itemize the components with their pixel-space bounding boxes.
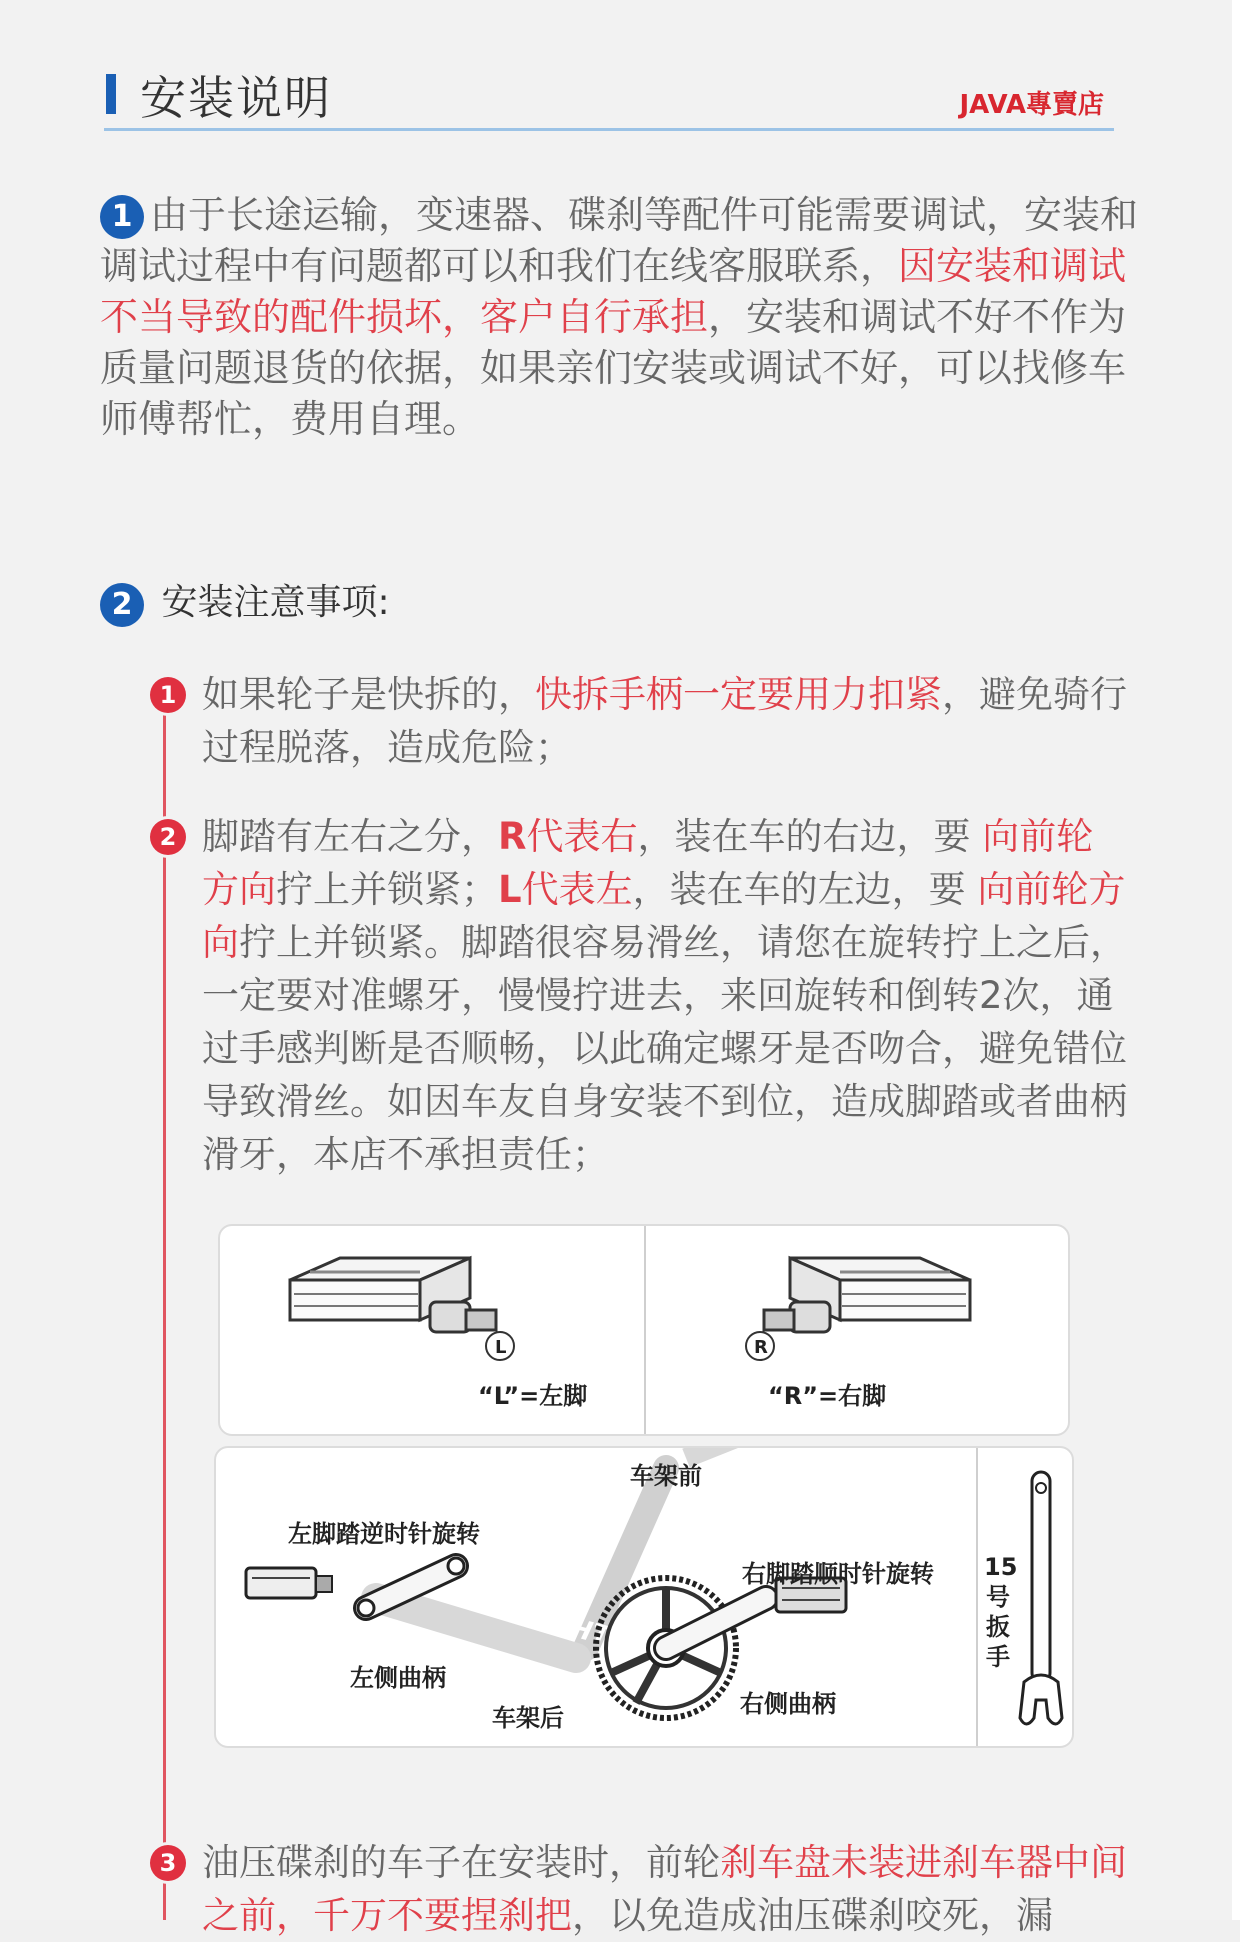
notice-item-2-r-letter: R <box>498 815 527 858</box>
left-pedal-mark: L <box>495 1337 507 1358</box>
notice-item-3-text <box>202 1836 1130 1942</box>
right-pedal-icon <box>720 1250 980 1380</box>
notice-item-2-direction-2: 向前轮方向 <box>202 868 1126 964</box>
frame-back-label: 车架后 <box>492 1704 564 1732</box>
notice-item-3-warning: 刹车盘未装进刹车器中间之前，千万不要捏刹把 <box>202 1841 1127 1937</box>
notice-item-1-text-a: 如果轮子是快拆的， <box>202 673 535 716</box>
section-1-text-b: ，安装和调试不好不作为质量问题退货的依据，如果亲们安装或调试不好，可以找修车师傅帮忙，费用自理。 <box>100 295 1127 441</box>
section-1-text-a: 由于长途运输，变速器、碟刹等配件可能需要调试，安装和调试过程中有问题都可以和我们在线客服联系， <box>100 193 1139 288</box>
section-2-number-badge: 2 <box>100 583 144 627</box>
notice-item-3-badge: 3 <box>150 1845 186 1881</box>
notice-item-3-text-a: 油压碟刹的车子在安装时，前轮 <box>202 1841 720 1884</box>
notice-item-2-l-label: 代表左 <box>521 868 633 911</box>
wrench-icon <box>1016 1468 1066 1738</box>
notice-item-1-text <box>202 668 1130 774</box>
section-1-paragraph <box>100 190 1140 445</box>
section-1-text-warning: 因安装和调试不当导致的配件损坏，客户自行承担 <box>100 244 1127 339</box>
frame-brand: KNIGHT <box>496 1595 613 1652</box>
notice-item-1-badge: 1 <box>150 677 186 713</box>
section-2-heading-text: 安装注意事项: <box>161 582 390 623</box>
section-2-heading <box>100 578 390 628</box>
bike-frame-illustration <box>216 1448 976 1746</box>
notice-item-1-warning: 快拆手柄一定要用力扣紧 <box>535 673 942 716</box>
right-pedal-mark: R <box>754 1337 768 1358</box>
header-accent-bar <box>106 74 116 114</box>
crank-diagram-box <box>214 1446 1074 1748</box>
notice-item-2-text-b: ，装在车的右边，要 <box>637 815 983 858</box>
wrench-label: 15号扳手 <box>984 1553 1018 1671</box>
left-pedal-icon <box>280 1250 540 1380</box>
notice-item-2-badge: 2 <box>150 819 186 855</box>
notice-item-2-text-a: 脚踏有左右之分， <box>202 815 498 858</box>
notice-item-1-text-b: ，避免骑行过程脱落，造成危险； <box>202 673 1127 769</box>
left-pedal-label: “L”=左脚 <box>478 1382 588 1410</box>
left-crank-label: 左侧曲柄 <box>350 1664 446 1692</box>
pedal-divider <box>644 1226 646 1434</box>
wrench-divider <box>976 1448 978 1746</box>
pedal-diagram-box <box>218 1224 1070 1436</box>
right-rotate-label: 右脚踏顺时针旋转 <box>742 1560 934 1588</box>
notice-item-3-text-b: ，以免造成油压碟刹咬死，漏 <box>572 1894 1053 1937</box>
store-logo: JAVA專賣店 <box>959 90 1104 120</box>
section-header <box>104 60 1114 131</box>
frame-front-label: 车架前 <box>630 1462 702 1490</box>
right-crank-label: 右侧曲柄 <box>740 1690 836 1718</box>
page-title: 安装说明 <box>140 71 332 125</box>
notice-item-2-text-e: 拧上并锁紧。脚踏很容易滑丝，请您在旋转拧上之后，一定要对准螺牙，慢慢拧进去，来回旋转和倒转2次，通过手感判断是否顺畅，以此确定螺牙是否吻合，避免错位导致滑丝。如因车友自身安装不到位，造成脚踏或者曲柄滑牙，本店不承担责任； <box>202 921 1127 1176</box>
notice-item-2-r-label: 代表右 <box>526 815 638 858</box>
notice-item-2-text-d: ，装在车的左边，要 <box>632 868 978 911</box>
notice-item-2-direction-1: 向前轮方向 <box>202 815 1094 911</box>
left-rotate-label: 左脚踏逆时针旋转 <box>288 1520 480 1548</box>
notice-item-2-text <box>202 810 1130 1181</box>
page-edge <box>1232 0 1240 1920</box>
section-1-number-badge: 1 <box>100 195 144 239</box>
right-pedal-label: “R”=右脚 <box>768 1382 887 1410</box>
timeline-line <box>163 690 166 1920</box>
notice-item-2-text-c: 拧上并锁紧； <box>276 868 498 911</box>
notice-item-2-l-letter: L <box>498 868 522 911</box>
